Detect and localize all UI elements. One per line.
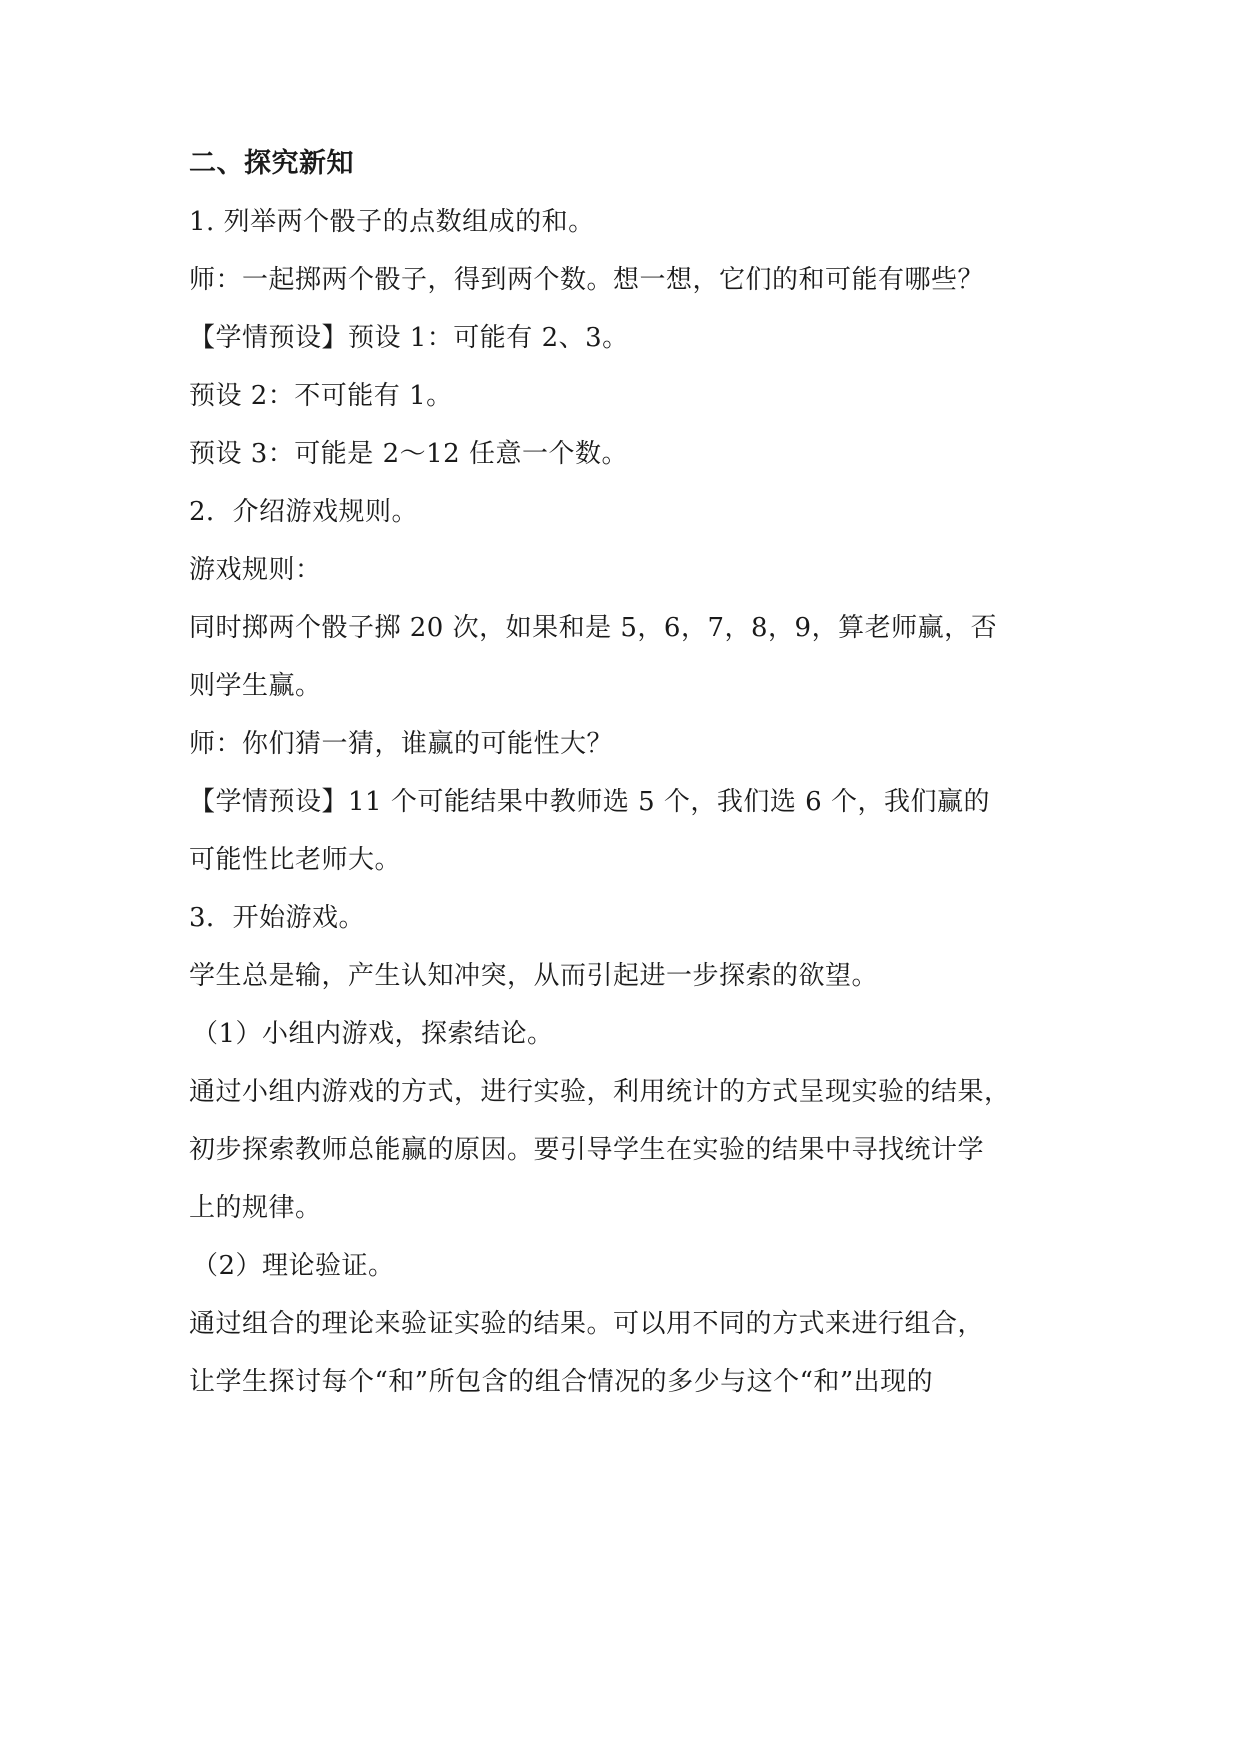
text-line: 预设 3：可能是 2～12 任意一个数。 bbox=[189, 439, 628, 469]
text-line: 则学生赢。 bbox=[189, 671, 322, 701]
text-line: 可能性比老师大。 bbox=[189, 845, 402, 875]
text-line: （1）小组内游戏，探索结论。 bbox=[192, 1019, 554, 1049]
text-line: 通过组合的理论来验证实验的结果。可以用不同的方式来进行组合， bbox=[189, 1309, 985, 1339]
text-line: 【学情预设】预设 1：可能有 2、3。 bbox=[189, 323, 629, 353]
text-line: 游戏规则： bbox=[189, 555, 322, 585]
text-line: 师：你们猜一猜，谁赢的可能性大？ bbox=[189, 729, 614, 759]
text-line: 3．开始游戏。 bbox=[189, 903, 366, 933]
text-line: 学生总是输，产生认知冲突，从而引起进一步探索的欲望。 bbox=[189, 961, 879, 991]
text-line: 让学生探讨每个“和”所包含的组合情况的多少与这个“和”出现的 bbox=[189, 1367, 934, 1397]
text-line: 通过小组内游戏的方式，进行实验，利用统计的方式呈现实验的结果， bbox=[189, 1077, 1011, 1107]
text-line: 预设 2：不可能有 1。 bbox=[189, 381, 453, 411]
text-line: （2）理论验证。 bbox=[192, 1251, 395, 1281]
text-line: 2．介绍游戏规则。 bbox=[189, 497, 419, 527]
section-heading: 二、探究新知 bbox=[189, 148, 354, 179]
text-line: 同时掷两个骰子掷 20 次，如果和是 5，6，7，8，9，算老师赢，否 bbox=[189, 613, 998, 643]
text-line: 【学情预设】11 个可能结果中教师选 5 个，我们选 6 个，我们赢的 bbox=[189, 787, 990, 817]
text-line: 1. 列举两个骰子的点数组成的和。 bbox=[189, 207, 595, 237]
text-line: 上的规律。 bbox=[189, 1193, 322, 1223]
text-line: 师：一起掷两个骰子，得到两个数。想一想，它们的和可能有哪些？ bbox=[189, 265, 985, 295]
text-line: 初步探索教师总能赢的原因。要引导学生在实验的结果中寻找统计学 bbox=[189, 1135, 985, 1165]
